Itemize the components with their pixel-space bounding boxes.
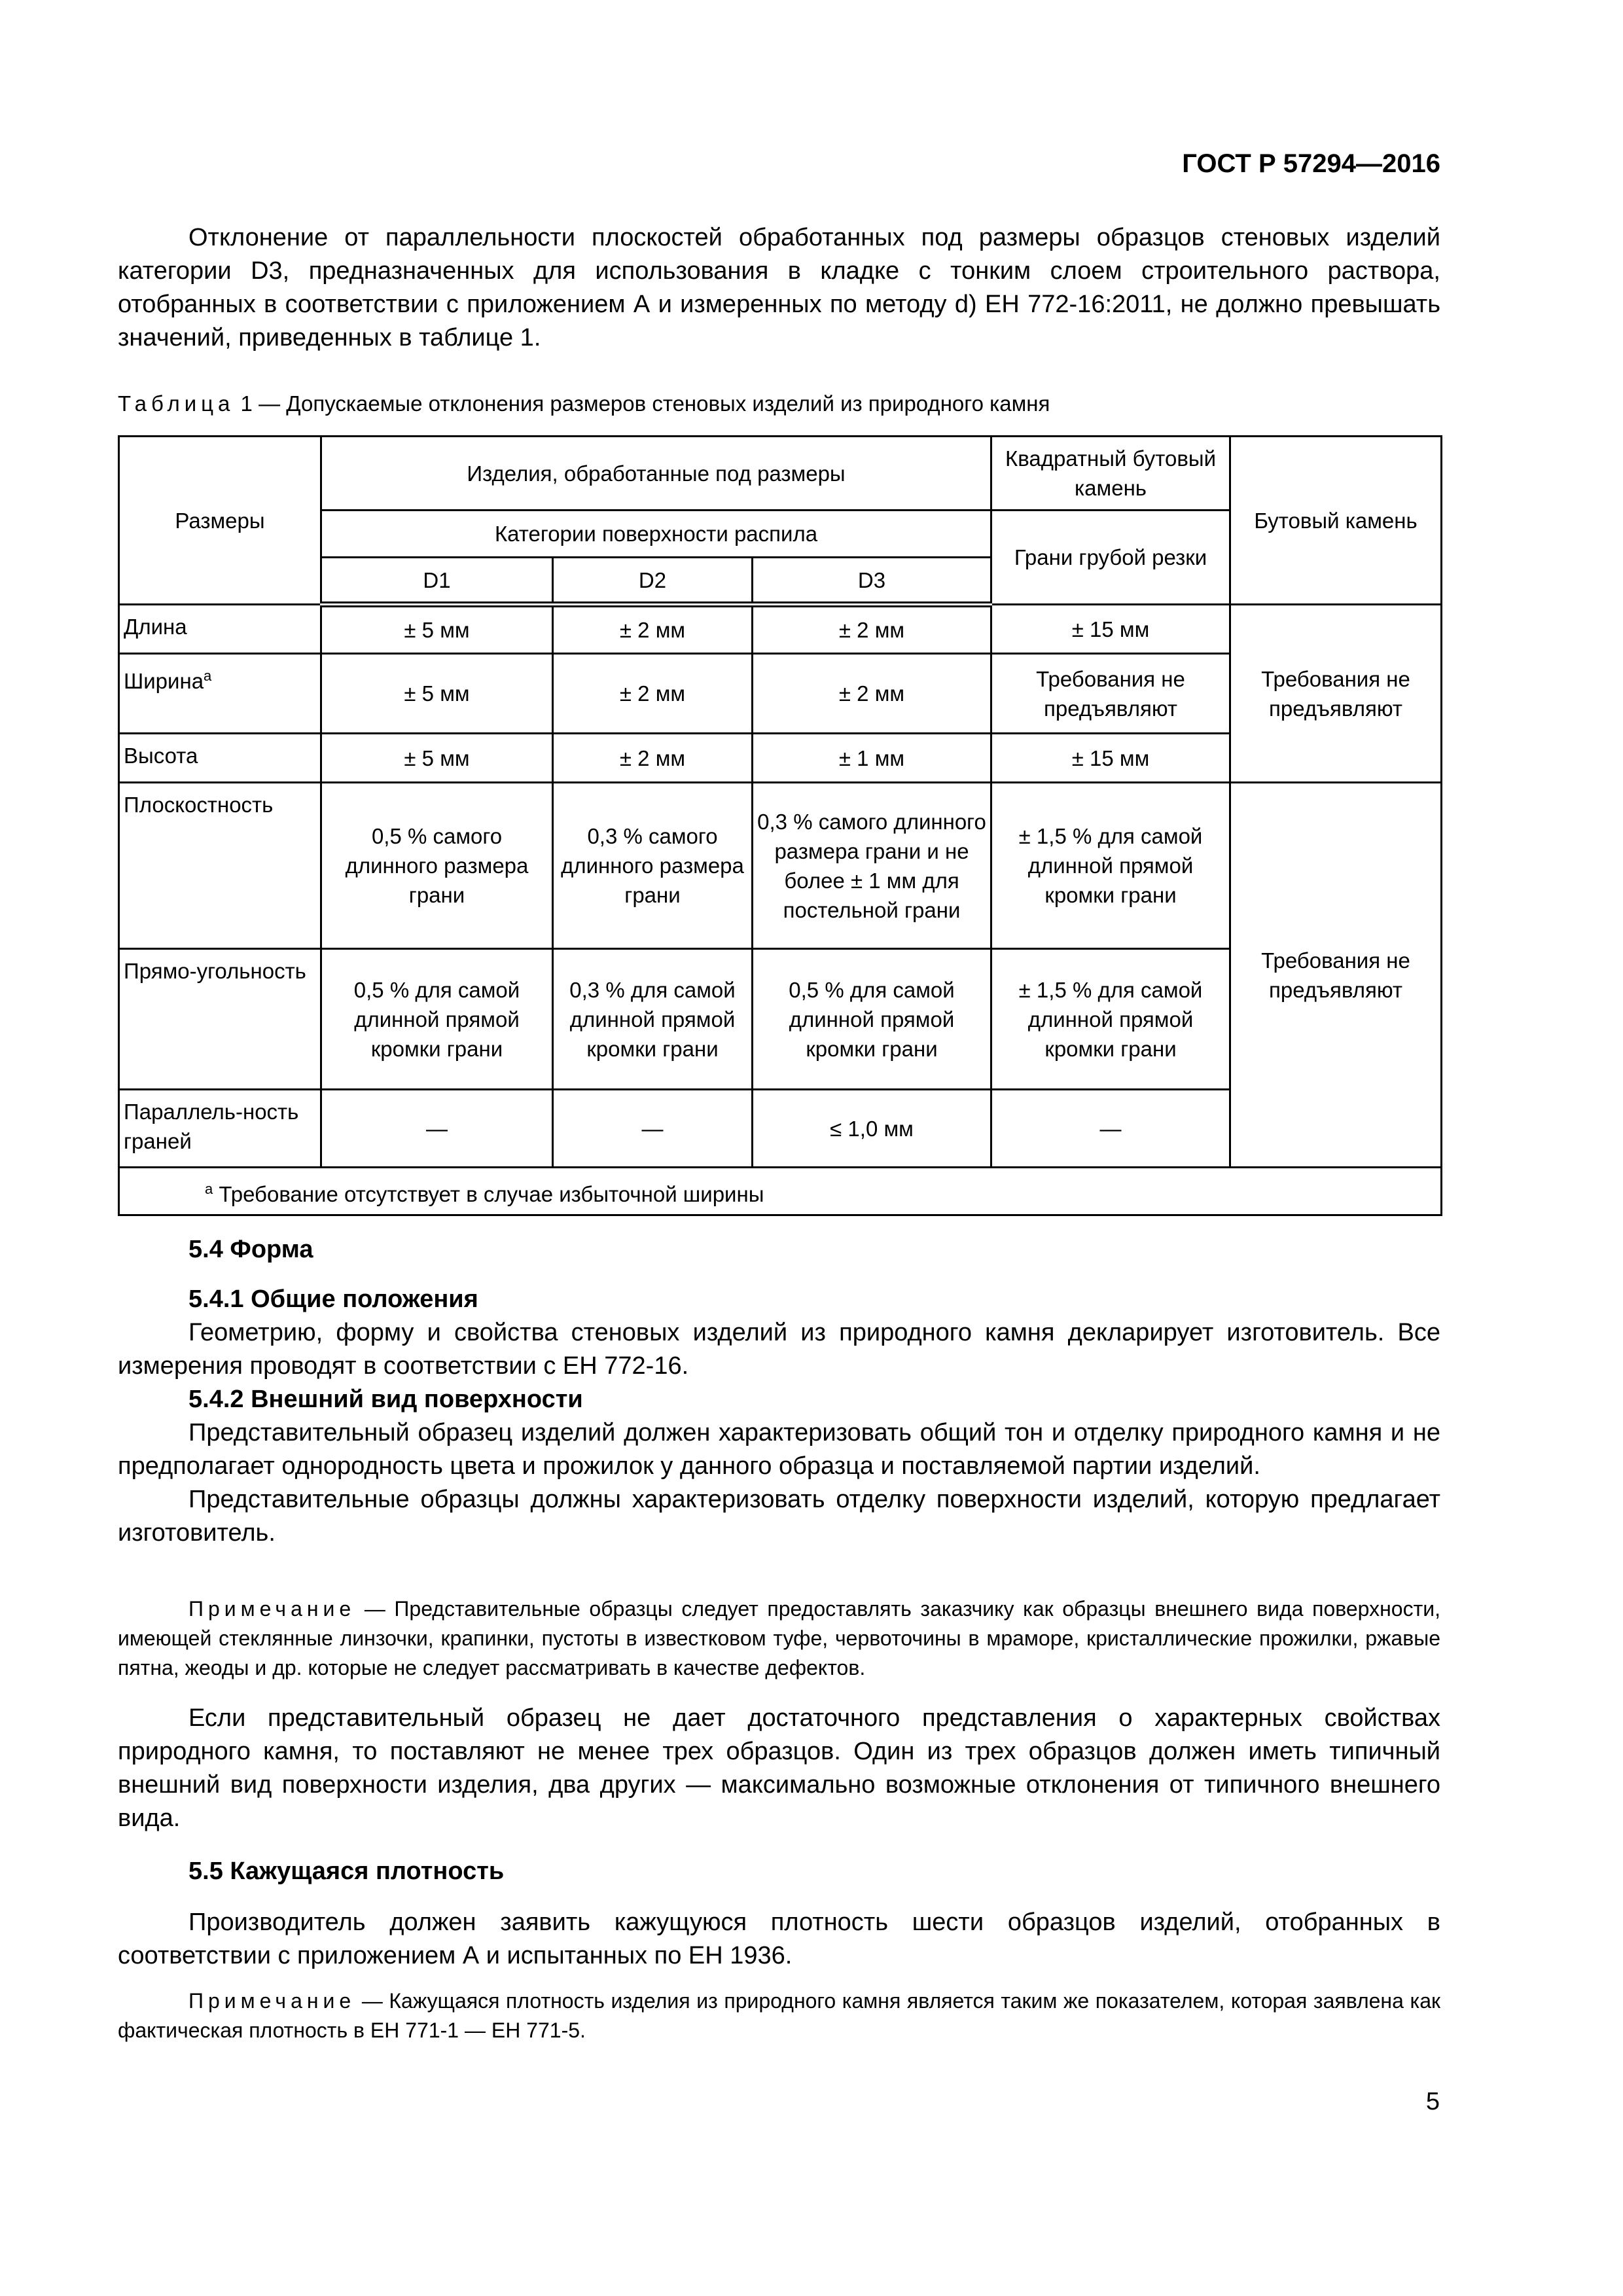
cell-d1: ± 5 мм — [321, 605, 553, 654]
header-d1: D1 — [321, 558, 553, 605]
table-row — [119, 605, 1442, 654]
cell-square: — — [991, 1090, 1230, 1168]
cell-d3: 0,3 % самого длинного размера грани и не более ± 1 мм для постельной грани — [753, 783, 991, 949]
cell-d3: ± 1 мм — [753, 734, 991, 783]
cell-d2: — — [553, 1090, 753, 1168]
page-number: 5 — [1425, 2088, 1440, 2115]
section-5-4-1-title: 5.4.1 Общие положения — [188, 1285, 478, 1313]
row-label: Параллель-ность граней — [119, 1090, 321, 1168]
section-5-4-2-para-2: Представительные образцы должны характеризовать отделку поверхности изделий, которую предлагает изготовитель. — [118, 1486, 1440, 1547]
header-sizes: Размеры — [119, 437, 321, 605]
section-5-4-2-title: 5.4.2 Внешний вид поверхности — [188, 1386, 583, 1413]
cell-d3: ± 2 мм — [753, 605, 991, 654]
header-d3: D3 — [753, 558, 991, 605]
row-label: Длина — [119, 605, 321, 654]
table-caption-text: 1 — Допускаемые отклонения размеров стеновых изделий из природного камня — [234, 391, 1050, 416]
cell-d1: ± 5 мм — [321, 734, 553, 783]
tolerance-table — [118, 435, 1440, 1216]
header-rubble: Бутовый камень — [1230, 437, 1442, 605]
row-label-text: Ширина — [124, 669, 204, 693]
footnote-ref: а — [204, 668, 212, 684]
section-5-4-body — [118, 1283, 1440, 1550]
section-5-4-title: 5.4 Форма — [188, 1236, 313, 1263]
section-5-5-title: 5.5 Кажущаяся плотность — [188, 1857, 505, 1885]
cell-square: ± 1,5 % для самой длинной прямой кромки грани — [991, 783, 1230, 949]
footnote-text: Требование отсутствует в случае избыточной ширины — [213, 1181, 764, 1206]
cell-d1: 0,5 % самого длинного размера грани — [321, 783, 553, 949]
cell-rubble: Требования не предъявляют — [1230, 605, 1442, 783]
note-label: Примечание — [188, 1989, 356, 2013]
row-label: Плоскостность — [119, 783, 321, 949]
cell-square: Требования не предъявляют — [991, 654, 1230, 734]
cell-d2: 0,3 % самого длинного размера грани — [553, 783, 753, 949]
note-5-4 — [118, 1594, 1440, 1683]
header-square-rubble: Квадратный бутовый камень — [991, 437, 1230, 511]
cell-d2: ± 2 мм — [553, 734, 753, 783]
footnote-mark: а — [205, 1180, 213, 1197]
cell-square: ± 1,5 % для самой длинной прямой кромки грани — [991, 949, 1230, 1090]
cell-square: ± 15 мм — [991, 605, 1230, 654]
table-caption-prefix: Таблица — [118, 391, 235, 416]
section-5-4-2-para-3: Если представительный образец не дает достаточного представления о характерных свойствах природного камня, то поставляют не менее трех образцов. Один из трех образцов должен иметь типичный внешний вид поверхности изделия, два других — максимально возможные отклонения от типичного внешнего вида. — [118, 1704, 1440, 1832]
cell-d3: 0,5 % для самой длинной прямой кромки грани — [753, 949, 991, 1090]
section-5-4-1-text: Геометрию, форму и свойства стеновых изделий из природного камня декларирует изготовитель. Все измерения проводят в соответствии с ЕН 772-16. — [118, 1319, 1440, 1380]
note-label: Примечание — [188, 1597, 356, 1621]
section-5-5-text: Производитель должен заявить кажущуюся плотность шести образцов изделий, отобранных в соответствии с приложением А и испытанных по ЕН 1936. — [118, 1909, 1440, 1969]
row-label — [119, 654, 321, 734]
cell-d1: 0,5 % для самой длинной прямой кромки грани — [321, 949, 553, 1090]
row-label: Высота — [119, 734, 321, 783]
intro-paragraph: Отклонение от параллельности плоскостей обработанных под размеры образцов стеновых изделий категории D3, предназначенных для использования в кладке с тонким слоем строительного раствора, отобранных в соответствии с приложением А и измеренных по методу d) ЕН 772-16:2011, не должно превышать значений, приведенных в таблице 1. — [118, 224, 1440, 351]
table-footnote — [119, 1168, 1442, 1215]
cell-d2: ± 2 мм — [553, 654, 753, 734]
cell-rubble: Требования не предъявляют — [1230, 783, 1442, 1168]
note-text: — Представительные образцы следует предоставлять заказчику как образцы внешнего вида поверхности, имеющей стеклянные линзочки, крапинки, пустоты в известковом туфе, червоточины в мраморе, кристаллические прожилки, ржавые пятна, жеоды и др. которые не следует рассматривать в качестве дефектов. — [118, 1597, 1440, 1679]
note-text: — Кажущаяся плотность изделия из природного камня является таким же показателем, которая заявлена как фактическая плотность в ЕН 771-1 — ЕН 771-5. — [118, 1989, 1440, 2042]
section-5-4-2-para-1: Представительный образец изделий должен характеризовать общий тон и отделку природного камня и не предполагает однородность цвета и прожилок у данного образца и поставляемой партии изделий. — [118, 1419, 1440, 1480]
cell-d2: 0,3 % для самой длинной прямой кромки грани — [553, 949, 753, 1090]
document-header: ГОСТ Р 57294—2016 — [1182, 149, 1440, 178]
cell-square: ± 15 мм — [991, 734, 1230, 783]
header-categories: Категории поверхности распила — [321, 511, 991, 558]
table-caption — [118, 391, 1440, 416]
header-rough-faces: Грани грубой резки — [991, 511, 1230, 605]
cell-d3: ± 2 мм — [753, 654, 991, 734]
note-5-5 — [118, 1986, 1440, 2045]
header-processed: Изделия, обработанные под размеры — [321, 437, 991, 511]
table-row — [119, 783, 1442, 949]
cell-d1: — — [321, 1090, 553, 1168]
header-d2: D2 — [553, 558, 753, 605]
row-label: Прямо-угольность — [119, 949, 321, 1090]
cell-d2: ± 2 мм — [553, 605, 753, 654]
cell-d1: ± 5 мм — [321, 654, 553, 734]
cell-d3: ≤ 1,0 мм — [753, 1090, 991, 1168]
